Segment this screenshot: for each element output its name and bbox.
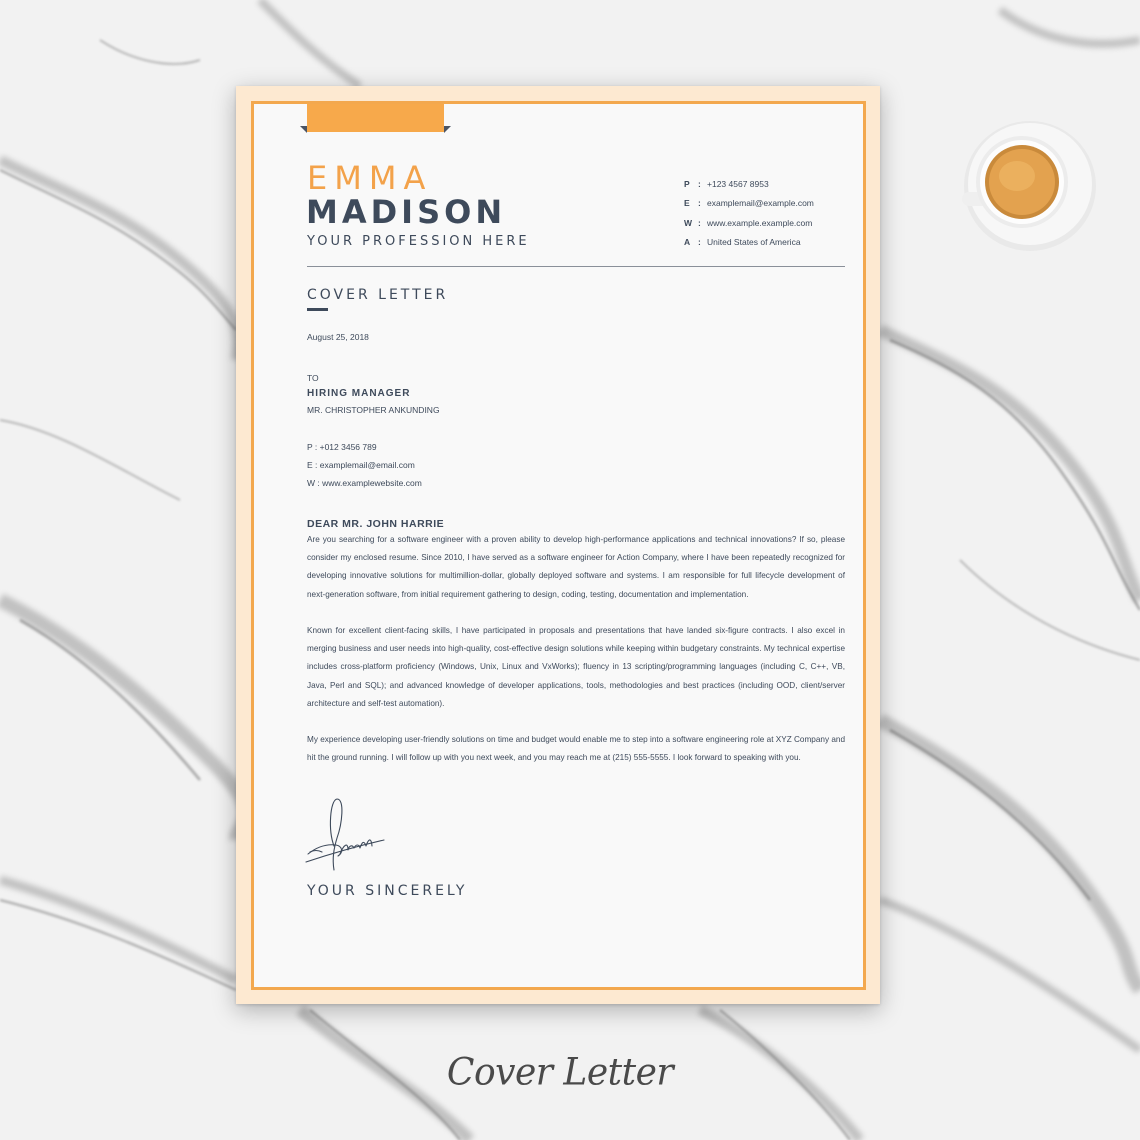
body-paragraph: My experience developing user-friendly solutions on time and budget would enable me to step into a software engineering role at XYZ Company and hit the ground running. I will follow up with you next week, and you may reach me at (215) 555-5555. I look forward to speaking with you. — [307, 735, 845, 763]
profession: YOUR PROFESSION HERE — [307, 234, 530, 249]
contact-web — [684, 213, 864, 233]
recipient-to-label: TO — [307, 373, 319, 383]
contact-key: W — [684, 217, 693, 228]
first-name: EMMA — [307, 159, 433, 197]
closing-line: YOUR SINCERELY — [307, 883, 468, 899]
contact-key: P — [684, 178, 690, 189]
section-underline — [307, 308, 328, 311]
cover-letter-page — [236, 86, 880, 1004]
contact-block — [684, 174, 864, 252]
contact-value: www.example.example.com — [707, 217, 813, 228]
contact-key: E — [684, 198, 690, 209]
page-inner-frame — [251, 101, 866, 990]
contact-address — [684, 233, 864, 253]
tab-fold-right — [444, 126, 451, 133]
coffee-cup-icon — [962, 118, 1098, 252]
contact-separator: : — [698, 217, 701, 228]
body-paragraph: Known for excellent client-facing skills, I have participated in proposals and presentations that have landed six-figure contracts. I also excel in merging business and user needs into high-quality, cost-effective design solutions while keeping within budgetary constraints. My technical expertise includes cross-platform proficiency (Windows, Unix, Linux and VxWorks); fluency in 13 scripting/programming languages (including C, C++, VB, Java, Perl and SQL); and advanced knowledge of developer applications, tools, methodologies and best practices (including OOD, client/server architecture and self-test automation). — [307, 626, 845, 708]
letter-date: August 25, 2018 — [307, 332, 369, 342]
tab-fold-left — [300, 126, 307, 133]
recipient-email: E : examplemail@email.com — [307, 460, 415, 470]
contact-key: A — [684, 237, 691, 248]
section-title: COVER LETTER — [307, 287, 449, 303]
salutation: DEAR MR. JOHN HARRIE — [307, 518, 445, 530]
caption-title: Cover Letter — [446, 1050, 674, 1095]
contact-email — [684, 194, 864, 214]
recipient-title: HIRING MANAGER — [307, 388, 411, 399]
contact-value: +123 4567 8953 — [707, 178, 769, 189]
contact-phone — [684, 174, 864, 194]
body-paragraph: Are you searching for a software engineer with a proven ability to develop high-performance applications and technical innovations? If so, please consider my enclosed resume. Since 2010, I have served as a software engineer for Action Company, where I have been repeatedly recognized for developing innovative solutions for multimillion-dollar, globally deployed software and systems. I am responsible for full lifecycle development of next-generation software, from initial requirement gathering to design, coding, testing, documentation and implementation. — [307, 535, 845, 599]
header-divider — [307, 266, 845, 267]
contact-value: United States of America — [707, 237, 801, 248]
recipient-name: MR. CHRISTOPHER ANKUNDING — [307, 405, 440, 415]
signature-icon — [304, 796, 388, 876]
last-name: MADISON — [306, 193, 507, 231]
contact-separator: : — [698, 237, 701, 248]
bookmark-tab — [307, 104, 444, 132]
contact-separator: : — [698, 178, 701, 189]
contact-separator: : — [698, 198, 701, 209]
recipient-phone: P : +012 3456 789 — [307, 442, 377, 452]
contact-value: examplemail@example.com — [707, 198, 814, 209]
recipient-web: W : www.examplewebsite.com — [307, 478, 422, 488]
